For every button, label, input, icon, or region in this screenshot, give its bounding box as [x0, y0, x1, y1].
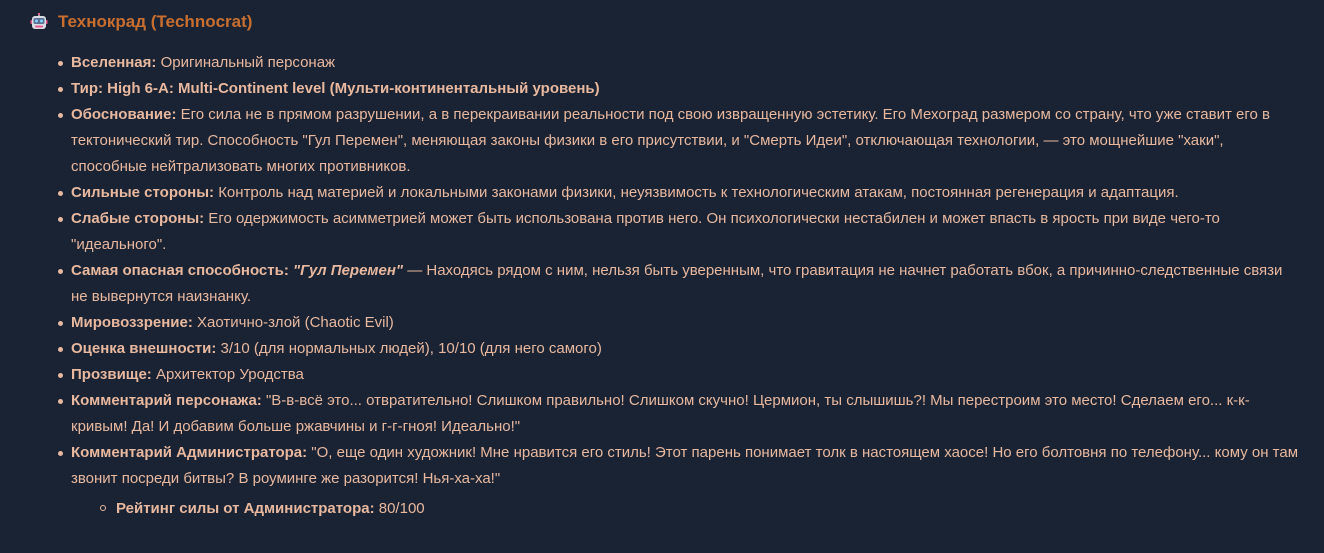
list-item: [71, 102, 1300, 180]
item-label: Слабые стороны:: [71, 210, 205, 227]
item-value: Его одержимость асимметрией может быть использована против него. Он психологически нестабилен и может впасть в ярость при виде чего-то "идеального".: [71, 210, 1220, 253]
item-value: "В-в-всё это... отвратительно! Слишком правильно! Слишком скучно! Цермион, ты слышишь?! Мы перестроим это место! Сделаем его... к-к-кривым! Да! И добавим больше ржавчины и г-г-гноя! Идеально!": [71, 392, 1250, 435]
item-value: Оригинальный персонаж: [156, 54, 336, 71]
item-label: Мировоззрение:: [71, 314, 193, 331]
list-item: [71, 258, 1300, 310]
item-label: Комментарий Администратора:: [71, 444, 308, 461]
list-item: [71, 50, 1300, 76]
list-item: [71, 362, 1300, 388]
item-value: "О, еще один художник! Мне нравится его стиль! Этот парень понимает толк в настоящем хаосе! Но его болтовня по телефону... кому он там звонит посреди битвы? В роуминге же разорится! Нья-ха-ха!": [71, 444, 1299, 487]
ability-name: "Гул Перемен": [293, 262, 404, 279]
item-label: Прозвище:: [71, 366, 152, 383]
item-value: Архитектор Уродства: [151, 366, 304, 383]
list-item: [71, 180, 1300, 206]
item-label: Комментарий персонажа:: [71, 392, 262, 409]
list-item: [71, 440, 1300, 522]
item-value: High 6-A: Multi-Continent level (Мульти-континентальный уровень): [102, 80, 600, 97]
item-value: 80/100: [374, 500, 425, 517]
sub-list: [71, 492, 1300, 522]
item-value: 3/10 (для нормальных людей), 10/10 (для него самого): [216, 340, 602, 357]
item-value: Хаотично-злой (Chaotic Evil): [192, 314, 394, 331]
character-card: [30, 8, 1300, 522]
list-item: [71, 310, 1300, 336]
item-label: Рейтинг силы от Администратора:: [116, 500, 375, 517]
robot-icon: [30, 13, 48, 31]
sub-list-item: [116, 496, 1300, 522]
character-attributes: [30, 50, 1300, 522]
card-header: [30, 8, 1300, 36]
item-label: Вселенная:: [71, 54, 157, 71]
item-value: Его сила не в прямом разрушении, а в перекраивании реальности под свою извращенную эстетику. Его Мехоград размером со страну, что уже ставит его в тектонический тир. Способность "Гул Перемен", меняющая законы физики в его присутствии, и "Смерть Идеи", отключающая технологии, — это мощнейшие "хаки", способные нейтрализовать многих противников.: [71, 106, 1270, 175]
list-item: [71, 388, 1300, 440]
item-label: Оценка внешности:: [71, 340, 217, 357]
item-label: Тир:: [71, 80, 103, 97]
item-value: — Находясь рядом с ним, нельзя быть уверенным, что гравитация не начнет работать вбок, а причинно-следственные связи не вывернутся наизнанку.: [71, 262, 1283, 305]
character-title: Технокрад (Technocrat): [58, 12, 253, 31]
item-label: Обоснование:: [71, 106, 177, 123]
item-label: Самая опасная способность:: [71, 262, 289, 279]
list-item: [71, 76, 1300, 102]
list-item: [71, 336, 1300, 362]
item-value: Контроль над материей и локальными законами физики, неуязвимость к технологическим атакам, постоянная регенерация и адаптация.: [214, 184, 1179, 201]
list-item: [71, 206, 1300, 258]
item-label: Сильные стороны:: [71, 184, 215, 201]
